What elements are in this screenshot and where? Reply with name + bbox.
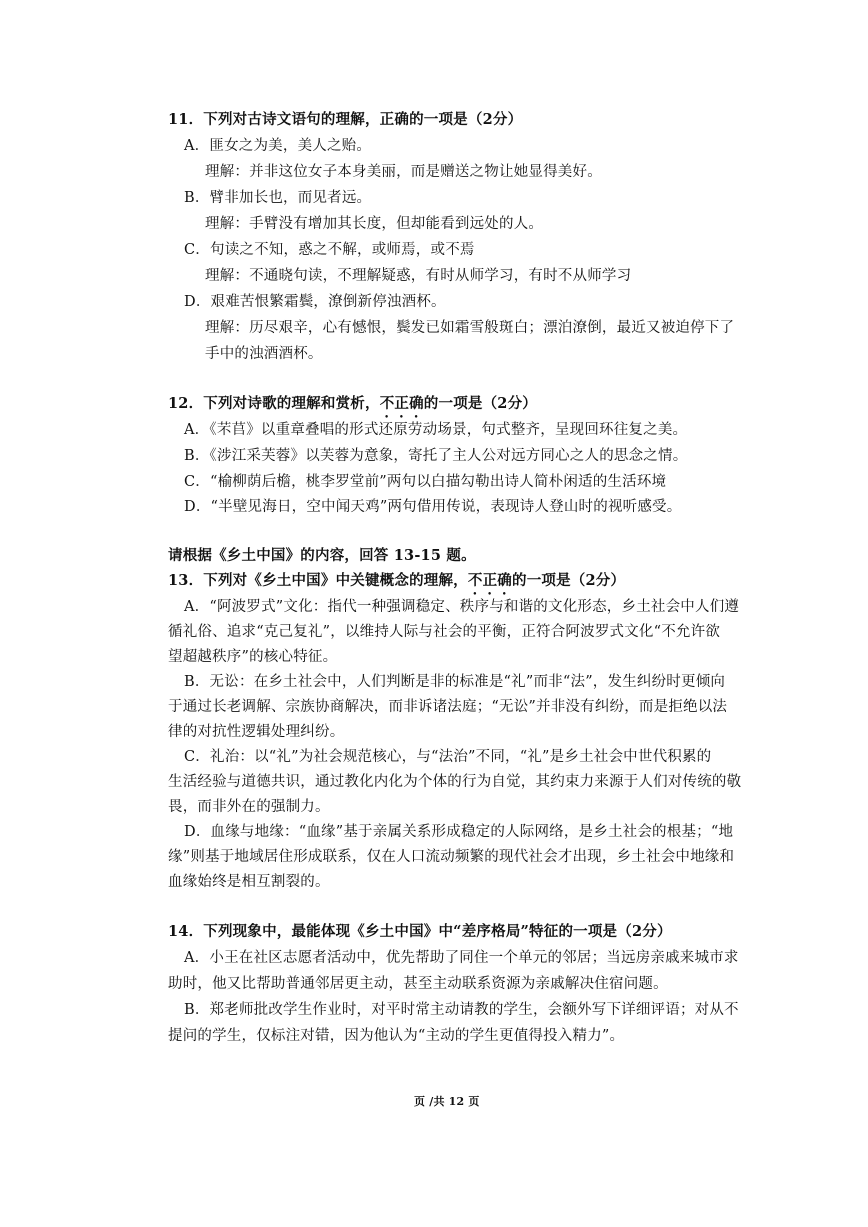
q11-option-d-explanation-cont: 手中的浊酒酒杯。 xyxy=(205,346,323,362)
q14-stem: 14．下列现象中，最能体现《乡土中国》中“差序格局”特征的一项是（2分） xyxy=(168,923,672,940)
q14-option-b-cont: 提问的学生，仅标注对错，因为他认为“主动的学生更值得投入精力”。 xyxy=(168,1028,625,1044)
q13-option-d-cont1: 缘”则基于地域居住形成联系，仅在人口流动频繁的现代社会才出现，乡土社会中地缘和 xyxy=(168,849,735,865)
q11-option-d: D．艰难苦恨繁霜鬓，潦倒新停浊酒杯。 xyxy=(184,294,446,310)
q13-stem-emphasis: 不正确 xyxy=(467,572,512,589)
q13-stem-part3: 的一项是（2分） xyxy=(512,572,626,589)
q12-option-c: C．“榆柳荫后檐，桃李罗堂前”两句以白描勾勒出诗人简朴闲适的生活环境 xyxy=(184,474,667,490)
q13-option-a-cont2: 望超越秩序”的核心特征。 xyxy=(168,649,338,665)
q14-option-a: A．小王在社区志愿者活动中，优先帮助了同住一个单元的邻居；当远房亲戚来城市求 xyxy=(184,950,739,966)
q11-stem: 11．下列对古诗文语句的理解，正确的一项是（2分） xyxy=(168,111,523,128)
q12-stem-part3: 的一项是（2分） xyxy=(423,395,537,412)
q14-option-a-cont: 助时，他又比帮助普通邻居更主动，甚至主动联系资源为亲戚解决住宿问题。 xyxy=(168,976,668,992)
q13-option-a: A．“阿波罗式”文化：指代一种强调稳定、秩序与和谐的文化形态，乡土社会中人们遵 xyxy=(184,599,740,615)
q12-stem xyxy=(168,394,537,421)
q11-option-d-explanation: 理解：历尽艰辛，心有憾恨，鬓发已如霜雪般斑白；漂泊潦倒，最近又被迫停下了 xyxy=(205,320,735,336)
q13-option-a-cont1: 循礼俗、追求“克己复礼”，以维持人际与社会的平衡，正符合阿波罗式文化“不允许欲 xyxy=(168,624,721,640)
q12-stem-part1: 12．下列对诗歌的理解和赏析， xyxy=(168,395,380,412)
q11-option-a-explanation: 理解：并非这位女子本身美丽，而是赠送之物让她显得美好。 xyxy=(205,164,602,180)
q12-stem-emphasis: 不正确 xyxy=(379,395,424,412)
q12-option-b: B．《涉江采芙蓉》以芙蓉为意象，寄托了主人公对远方同心之人的思念之情。 xyxy=(184,448,688,464)
q13-option-c-cont2: 畏，而非外在的强制力。 xyxy=(168,799,330,815)
page-number: 页 /共 12 页 xyxy=(414,1095,480,1108)
q11-option-c: C．句读之不知，惑之不解，或师焉，或不焉 xyxy=(184,242,475,258)
q12-option-d: D．“半壁见海日，空中闻天鸡”两句借用传说，表现诗人登山时的视听感受。 xyxy=(184,499,682,515)
q13-stem-part1: 13．下列对《乡土中国》中关键概念的理解， xyxy=(168,572,468,589)
q11-option-a: A．匪女之为美，美人之贻。 xyxy=(184,138,372,154)
q13-option-d-cont2: 血缘始终是相互割裂的。 xyxy=(168,874,330,890)
q14-option-b: B．郑老师批改学生作业时，对平时常主动请教的学生，会额外写下详细评语；对从不 xyxy=(184,1002,739,1018)
q13-option-b: B．无讼：在乡土社会中，人们判断是非的标准是“礼”而非“法”，发生纠纷时更倾向 xyxy=(184,674,726,690)
q11-option-b: B．臂非加长也，而见者远。 xyxy=(184,190,372,206)
q13-option-d: D．血缘与地缘：“血缘”基于亲属关系形成稳定的人际网络，是乡土社会的根基；“地 xyxy=(184,824,734,840)
section-intro: 请根据《乡土中国》的内容，回答 13-15 题。 xyxy=(168,547,476,564)
q13-option-c: C．礼治：以“礼”为社会规范核心，与“法治”不同，“礼”是乡土社会中世代积累的 xyxy=(184,749,712,765)
q13-option-c-cont1: 生活经验与道德共识，通过教化内化为个体的行为自觉，其约束力来源于人们对传统的敬 xyxy=(168,774,742,790)
q12-option-a: A．《芣苢》以重章叠唱的形式还原劳动场景，句式整齐，呈现回环往复之美。 xyxy=(184,422,688,438)
q13-stem xyxy=(168,571,625,598)
q11-option-c-explanation: 理解：不通晓句读，不理解疑惑，有时从师学习，有时不从师学习 xyxy=(205,268,632,284)
q11-option-b-explanation: 理解：手臂没有增加其长度，但却能看到远处的人。 xyxy=(205,216,544,232)
q13-option-b-cont2: 律的对抗性逻辑处理纠纷。 xyxy=(168,724,345,740)
q13-option-b-cont1: 于通过长老调解、宗族协商解决，而非诉诸法庭；“无讼”并非没有纠纷，而是拒绝以法 xyxy=(168,699,728,715)
